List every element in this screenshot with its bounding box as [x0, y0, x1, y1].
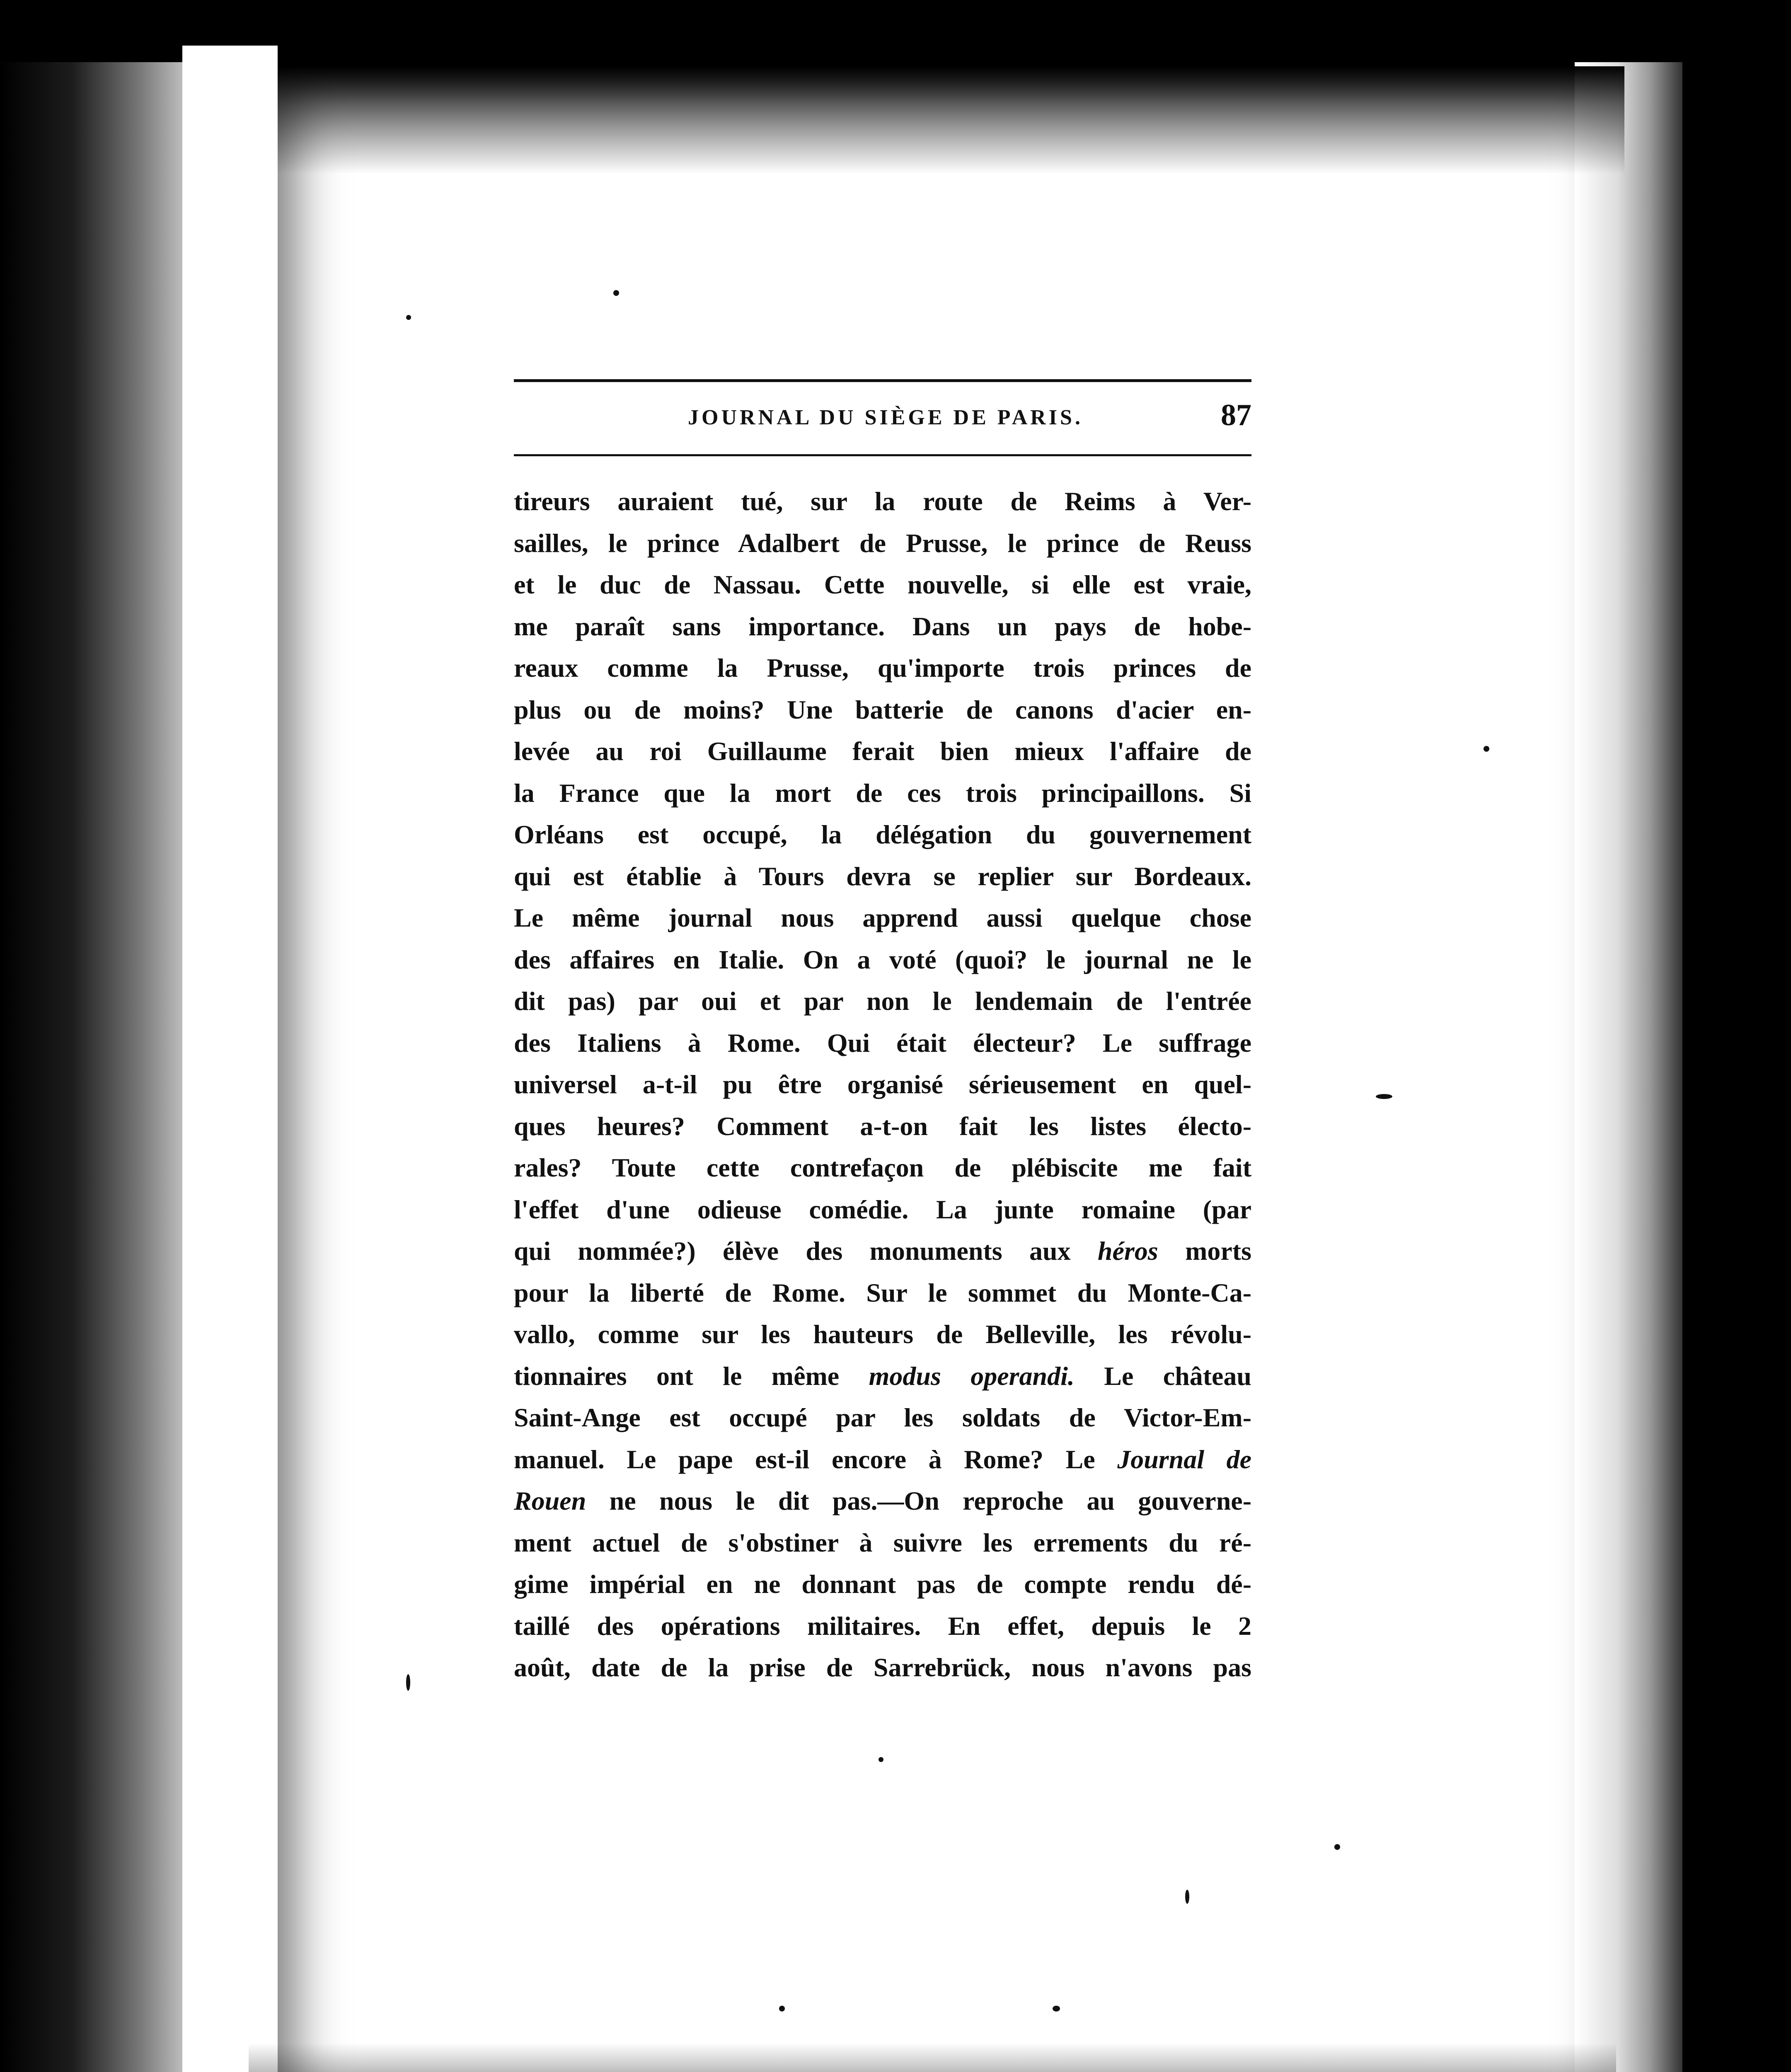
- text-segment: manuel. Le pape est-il encore à Rome? Le: [514, 1444, 1118, 1474]
- text-line: [514, 1522, 1251, 1564]
- text-segment: tireurs auraient tué, sur la route de Reims à Ver-: [514, 487, 1251, 516]
- text-line: [514, 647, 1251, 689]
- text-segment: vallo, comme sur les hauteurs de Belleville, les révolu-: [514, 1319, 1251, 1349]
- text-line: [514, 1439, 1251, 1481]
- text-line: [514, 1230, 1251, 1272]
- header-bottom-rule: [514, 454, 1251, 456]
- text-segment: qui est établie à Tours devra se replier sur Bordeaux.: [514, 861, 1251, 891]
- top-scan-shadow: [278, 66, 1624, 174]
- text-line: [514, 564, 1251, 606]
- text-segment: sailles, le prince Adalbert de Prusse, le prince de Reuss: [514, 528, 1251, 558]
- italic-segment: Rouen: [514, 1486, 586, 1515]
- text-segment: plus ou de moins? Une batterie de canons d'acier en-: [514, 695, 1251, 724]
- text-segment: ment actuel de s'obstiner à suivre les errements du ré-: [514, 1527, 1251, 1557]
- italic-segment: Journal de: [1117, 1444, 1251, 1474]
- text-line: [514, 1022, 1251, 1064]
- text-segment: Saint-Ange est occupé par les soldats de Victor-Em-: [514, 1403, 1251, 1432]
- text-line: [514, 1397, 1251, 1439]
- text-line: [514, 1064, 1251, 1106]
- scan-speck: [406, 1674, 410, 1691]
- text-line: [514, 523, 1251, 564]
- text-line: [514, 1272, 1251, 1314]
- text-segment: levée au roi Guillaume ferait bien mieux l'affaire de: [514, 736, 1251, 766]
- text-segment: universel a-t-il pu être organisé sérieusement en quel-: [514, 1070, 1251, 1099]
- text-segment: et le duc de Nassau. Cette nouvelle, si elle est vraie,: [514, 570, 1251, 599]
- scan-speck: [406, 315, 411, 320]
- text-line: [514, 606, 1251, 648]
- scan-speck: [1334, 1844, 1340, 1850]
- text-line: [514, 481, 1251, 523]
- text-line: [514, 1647, 1251, 1689]
- text-segment: morts: [1158, 1236, 1251, 1266]
- text-line: [514, 1189, 1251, 1231]
- text-line: [514, 897, 1251, 939]
- italic-segment: héros: [1097, 1236, 1158, 1266]
- running-title: JOURNAL DU SIÈGE DE PARIS.: [688, 406, 1083, 429]
- text-segment: Le même journal nous apprend aussi quelque chose: [514, 903, 1251, 932]
- scan-speck: [613, 290, 619, 296]
- text-segment: me paraît sans importance. Dans un pays de hobe-: [514, 611, 1251, 641]
- text-segment: tionnaires ont le même: [514, 1361, 869, 1391]
- scan-speck: [1484, 746, 1489, 752]
- text-segment: l'effet d'une odieuse comédie. La junte romaine (par: [514, 1194, 1251, 1224]
- text-line: [514, 814, 1251, 856]
- text-line: [514, 689, 1251, 731]
- text-segment: ques heures? Comment a-t-on fait les listes électo-: [514, 1111, 1251, 1141]
- text-segment: gime impérial en ne donnant pas de compte rendu dé-: [514, 1569, 1251, 1599]
- text-line: [514, 1564, 1251, 1605]
- left-page-edge: [182, 46, 278, 2072]
- text-segment: Le château: [1074, 1361, 1251, 1391]
- text-segment: Orléans est occupé, la délégation du gouvernement: [514, 820, 1251, 849]
- bottom-scan-shadow: [249, 2043, 1616, 2072]
- text-line: [514, 1356, 1251, 1397]
- text-line: [514, 939, 1251, 981]
- text-segment: rales? Toute cette contrefaçon de plébiscite me fait: [514, 1153, 1251, 1182]
- text-line: [514, 1605, 1251, 1647]
- scan-speck: [879, 1757, 883, 1762]
- text-line: [514, 731, 1251, 772]
- running-head: [514, 398, 1251, 443]
- text-line: [514, 1106, 1251, 1147]
- text-line: [514, 1147, 1251, 1189]
- page-number: 87: [1221, 398, 1251, 432]
- text-line: [514, 980, 1251, 1022]
- left-scan-shadow: [0, 62, 182, 2072]
- scan-speck: [1053, 2006, 1060, 2011]
- text-segment: ne nous le dit pas.—On reproche au gouverne-: [586, 1486, 1251, 1515]
- text-line: [514, 1480, 1251, 1522]
- text-segment: des affaires en Italie. On a voté (quoi? le journal ne le: [514, 944, 1251, 974]
- text-segment: pour la liberté de Rome. Sur le sommet du Monte-Ca-: [514, 1278, 1251, 1307]
- text-segment: août, date de la prise de Sarrebrück, nous n'avons pas: [514, 1653, 1251, 1682]
- text-line: [514, 1314, 1251, 1356]
- text-segment: taillé des opérations militaires. En effet, depuis le 2: [514, 1611, 1251, 1641]
- right-page-edge: [1575, 62, 1682, 2072]
- text-segment: reaux comme la Prusse, qu'importe trois princes de: [514, 653, 1251, 683]
- header-top-rule: [514, 379, 1251, 382]
- italic-segment: modus operandi.: [869, 1361, 1075, 1391]
- text-segment: qui nommée?) élève des monuments aux: [514, 1236, 1098, 1266]
- scan-speck: [1185, 1890, 1189, 1904]
- text-segment: dit pas) par oui et par non le lendemain de l'entrée: [514, 986, 1251, 1016]
- text-line: [514, 772, 1251, 814]
- scan-speck: [779, 2006, 785, 2011]
- text-line: [514, 856, 1251, 898]
- scan-speck: [1376, 1094, 1392, 1099]
- text-segment: des Italiens à Rome. Qui était électeur? Le suffrage: [514, 1028, 1251, 1058]
- body-text: [514, 481, 1251, 1689]
- text-segment: la France que la mort de ces trois principaillons. Si: [514, 778, 1251, 808]
